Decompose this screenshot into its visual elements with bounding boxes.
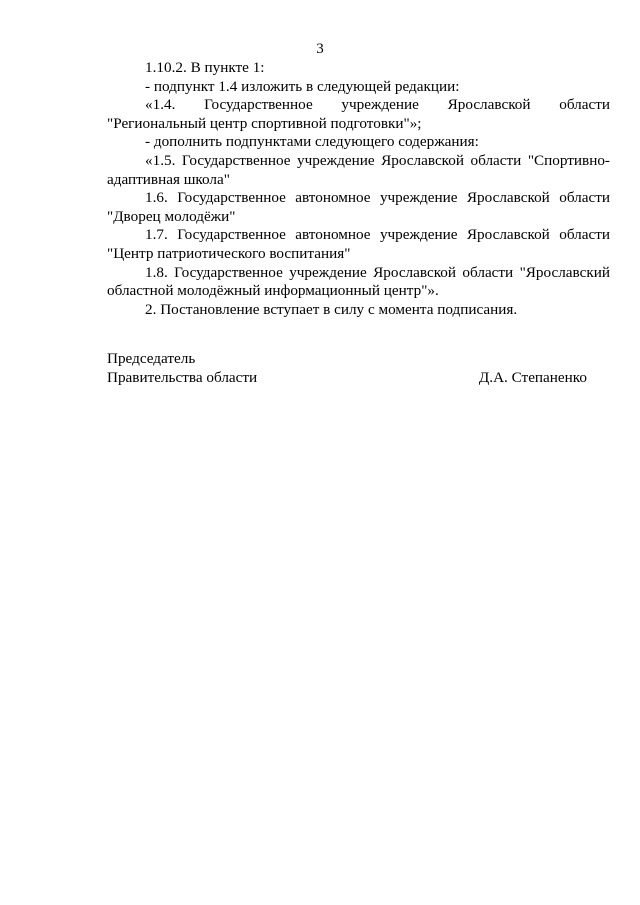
paragraph-2-effective-date: 2. Постановление вступает в силу с момента подписания. [145,300,518,318]
signatory-title-line-2: Правительства области [107,368,258,386]
page-number: 3 [316,41,324,57]
signature-block [107,350,587,387]
paragraph-1-10-2: 1.10.2. В пункте 1: [145,59,265,76]
paragraph-add-subitems-intro: - дополнить подпунктами следующего содержания: [145,133,479,151]
paragraph-item-1-7: 1.7. Государственное автономное учреждение Ярославской области "Центр патриотического воспитания" [107,226,610,262]
paragraph-subitem-1-4-intro: - подпункт 1.4 изложить в следующей редакции: [145,77,460,95]
paragraph-item-1-6: 1.6. Государственное автономное учреждение Ярославской области "Дворец молодёжи" [107,189,610,225]
paragraph-item-1-8: 1.8. Государственное учреждение Ярославской области "Ярославский областной молодёжный информационный центр"». [107,263,610,300]
paragraph-item-1-5: «1.5. Государственное учреждение Ярославской области "Спортивно-адаптивная школа" [107,151,610,188]
signatory-title-line-1: Председатель [107,350,196,367]
signatory-name: Д.А. Степаненко [478,368,587,386]
document-body [107,59,610,319]
signature-row [107,369,587,388]
paragraph-item-1-4: «1.4. Государственное учреждение Ярославской области "Региональный центр спортивной подготовки"»; [107,96,610,132]
